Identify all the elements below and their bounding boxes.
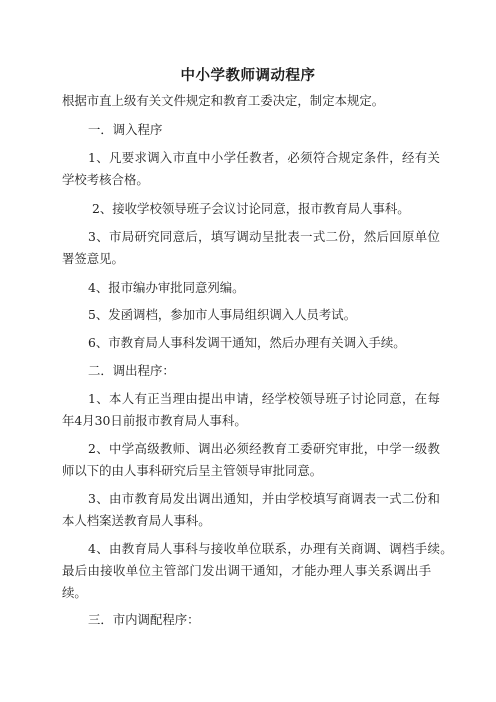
transfer-out-item-3-line-2: 本人档案送教育局人事科。 — [62, 513, 211, 528]
transfer-out-item-4-line-3: 续。 — [62, 585, 87, 600]
transfer-in-item-3-line-1: 3、市局研究同意后，填写调动呈批表一式二份，然后回原单位 — [88, 229, 441, 244]
transfer-in-item-6: 6、市教育局人事科发调干通知，然后办理有关调入手续。 — [88, 335, 406, 350]
transfer-out-item-2-line-1: 2、中学高级教师、调出必须经教育工委研究审批，中学一级教 — [88, 441, 441, 456]
section-heading-transfer-out: 二．调出程序： — [88, 363, 175, 378]
transfer-out-item-2-line-2: 师以下的由人事科研究后呈主管领导审批同意。 — [62, 463, 323, 478]
transfer-in-item-1-line-2: 学校考核合格。 — [62, 172, 149, 187]
document-title: 中小学教师调动程序 — [180, 68, 316, 84]
transfer-in-item-3-line-2: 署签意见。 — [62, 251, 124, 266]
intro-paragraph: 根据市直上级有关文件规定和教育工委决定，制定本规定。 — [62, 93, 385, 108]
transfer-in-item-4: 4、报市编办审批同意列编。 — [88, 280, 245, 295]
section-heading-city-transfer: 三．市内调配程序： — [88, 612, 200, 627]
transfer-in-item-5: 5、发函调档，参加市人事局组织调入人员考试。 — [88, 307, 357, 322]
transfer-in-item-2: 2、接收学校领导班子会议讨论同意，报市教育局人事科。 — [92, 201, 410, 216]
transfer-out-item-1-line-1: 1、本人有正当理由提出申请，经学校领导班子讨论同意，在每 — [88, 391, 441, 406]
transfer-out-item-4-line-2: 最后由接收单位主管部门发出调干通知，才能办理人事关系调出手 — [62, 563, 432, 578]
transfer-out-item-4-line-1: 4、由教育局人事科与接收单位联系，办理有关商调、调档手续。 — [88, 541, 453, 556]
section-heading-transfer-in: 一．调入程序 — [88, 122, 163, 137]
transfer-in-item-1-line-1: 1、凡要求调入市直中小学任教者，必须符合规定条件，经有关 — [88, 150, 441, 165]
transfer-out-item-3-line-1: 3、由市教育局发出调出通知，并由学校填写商调表一式二份和 — [88, 491, 441, 506]
transfer-out-item-1-line-2: 年4月30日前报市教育局人事科。 — [62, 413, 247, 428]
